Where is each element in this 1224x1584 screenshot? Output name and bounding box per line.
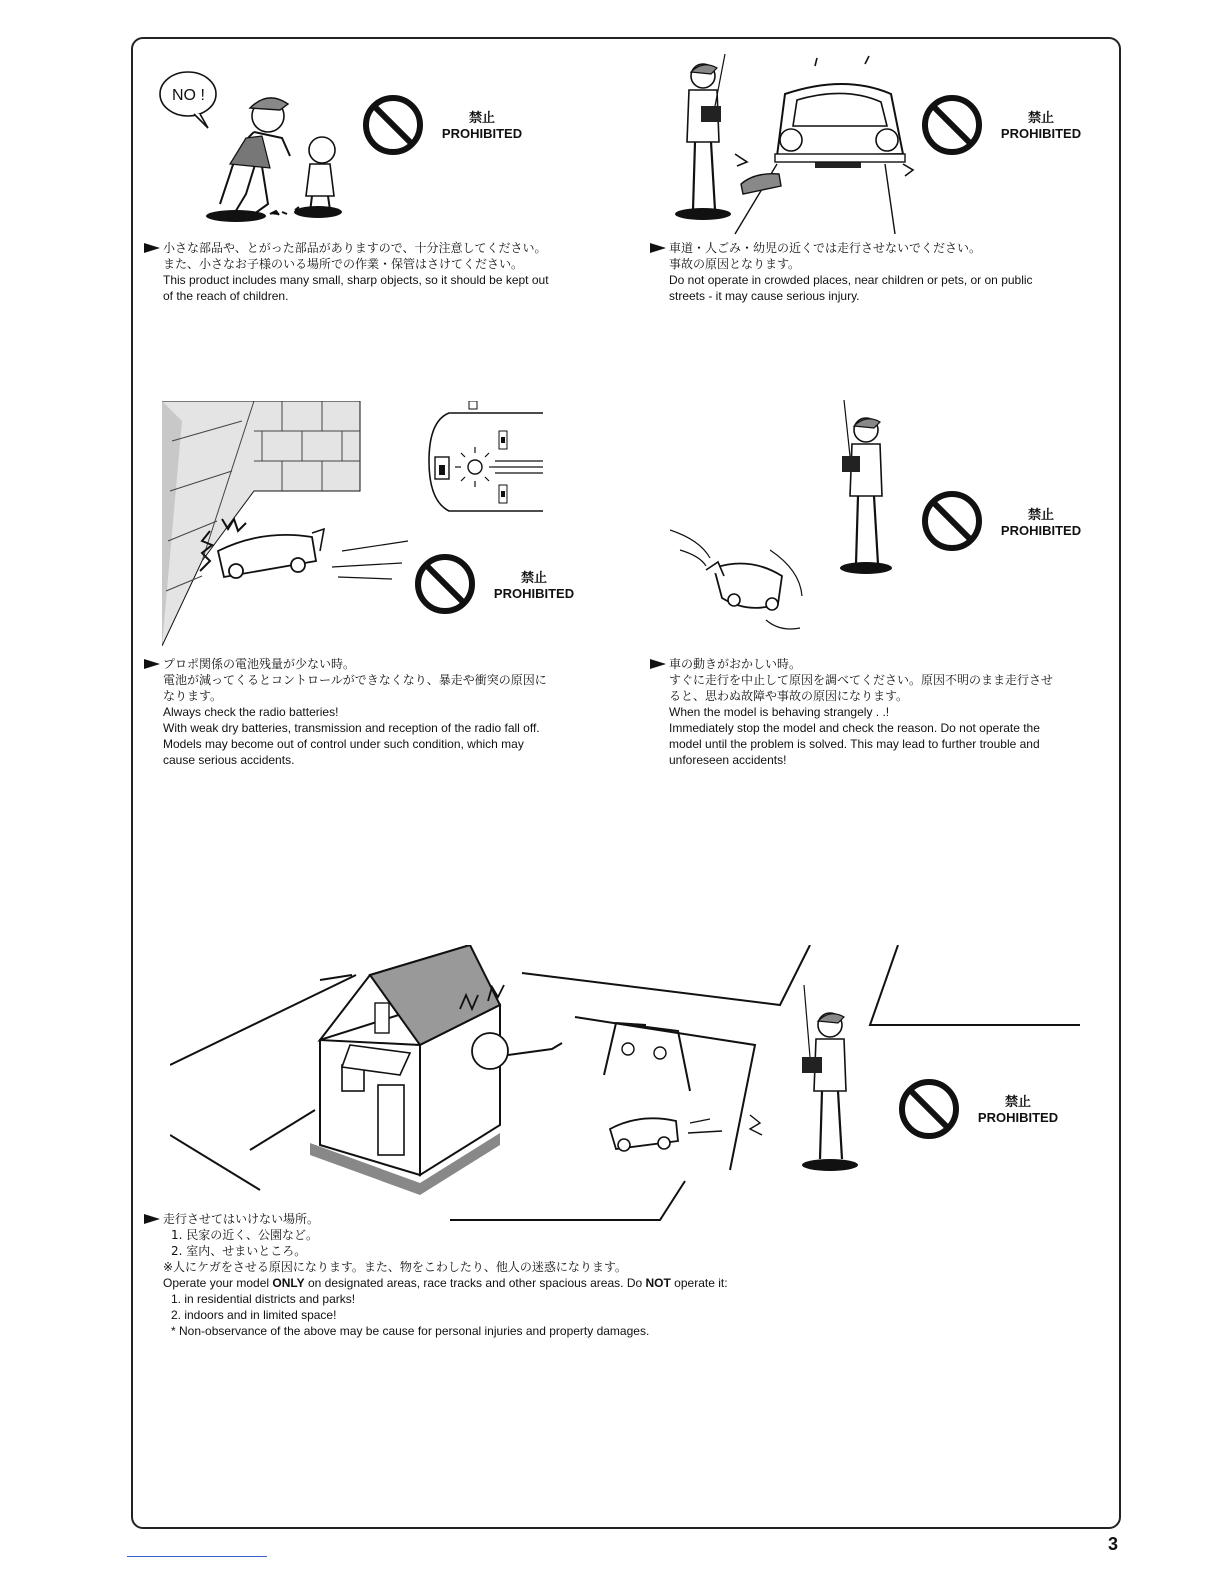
- warning-jp-line: 電池が減ってくるとコントロールができなくなり、暴走や衝突の原因に: [163, 673, 547, 687]
- warning-en-line: cause serious accidents.: [163, 753, 295, 767]
- places-jp-item: 2. 室内、せまいところ。: [171, 1244, 307, 1258]
- warning-en-line: Immediately stop the model and check the reason. Do not operate the: [669, 721, 1040, 735]
- prohibited-en: PROHIBITED: [1000, 523, 1082, 538]
- warning-en-line: model until the problem is solved. This may lead to further trouble and: [669, 737, 1040, 751]
- prohibited-icon: [897, 1077, 961, 1141]
- prohibited-label: [981, 110, 1101, 142]
- places-en-not: NOT: [645, 1276, 671, 1290]
- warning-en-line: Models may become out of control under such condition, which may: [163, 737, 524, 751]
- prohibited-label: [474, 570, 594, 602]
- places-en-intro-part: on designated areas, race tracks and other spacious areas. Do: [304, 1276, 646, 1290]
- prohibited-icon: [920, 93, 984, 157]
- page-number: 3: [1108, 1534, 1119, 1554]
- prohibited-icon: [413, 552, 477, 616]
- warning-en-line: Do not operate in crowded places, near children or pets, or on public: [669, 273, 1033, 287]
- warning-jp-line: 車道・人ごみ・幼児の近くでは走行させないでください。: [669, 240, 1109, 256]
- warning-behaving-strangely: [669, 656, 1109, 768]
- prohibited-en: PROHIBITED: [977, 1110, 1059, 1125]
- street-traffic-illustration: [665, 54, 915, 236]
- places-en-note: * Non-observance of the above may be cause for personal injuries and property damages.: [171, 1324, 650, 1338]
- prohibited-en: PROHIBITED: [1000, 126, 1082, 141]
- prohibited-jp: 禁止: [520, 570, 547, 585]
- warning-small-parts: [163, 240, 613, 304]
- prohibited-icon: [361, 93, 425, 157]
- warning-en-line: With weak dry batteries, transmission and reception of the radio fall off.: [163, 721, 540, 735]
- places-en-intro-part: operate it:: [670, 1276, 728, 1290]
- prohibited-jp: 禁止: [1027, 507, 1054, 522]
- warning-jp-line: 車の動きがおかしい時。: [669, 656, 1109, 672]
- warning-jp-line: また、小さなお子様のいる場所での作業・保管はさけてください。: [163, 257, 524, 271]
- wall-crash-illustration: [162, 401, 412, 646]
- prohibited-jp: 禁止: [468, 110, 495, 125]
- places-jp-item: 1. 民家の近く、公園など。: [171, 1228, 319, 1242]
- warning-jp-line: 小さな部品や、とがった部品がありますので、十分注意してください。: [163, 240, 613, 256]
- warning-prohibited-places: [163, 1211, 863, 1339]
- places-en-item: 1. in residential districts and parks!: [171, 1292, 356, 1306]
- warning-en-line: unforeseen accidents!: [669, 753, 787, 767]
- warning-en-line: of the reach of children.: [163, 289, 289, 303]
- warning-jp-line: 事故の原因となります。: [669, 257, 801, 271]
- warning-en-line: Always check the radio batteries!: [163, 705, 339, 719]
- warning-jp-line: プロポ関係の電池残量が少ない時。: [163, 656, 623, 672]
- places-en-intro-part: Operate your model: [163, 1276, 273, 1290]
- places-jp-title: 走行させてはいけない場所。: [163, 1211, 863, 1227]
- warning-jp-line: すぐに走行を中止して原因を調べてください。原因不明のまま走行させ: [669, 673, 1054, 687]
- prohibited-jp: 禁止: [1004, 1094, 1031, 1109]
- warning-jp-line: ると、思わぬ故障や事故の原因になります。: [669, 689, 909, 703]
- prohibited-en: PROHIBITED: [441, 126, 523, 141]
- warning-crowded-places: [669, 240, 1109, 304]
- prohibited-en: PROHIBITED: [493, 586, 575, 601]
- places-en-only: ONLY: [272, 1276, 305, 1290]
- no-speech-bubble: NO !: [172, 87, 205, 104]
- warning-en-line: This product includes many small, sharp objects, so it should be kept out: [163, 273, 549, 287]
- places-en-intro: [163, 1275, 863, 1291]
- warning-en-line: streets - it may cause serious injury.: [669, 289, 860, 303]
- prohibited-label: [981, 507, 1101, 539]
- prohibited-label: [958, 1094, 1078, 1126]
- child-small-parts-illustration: [150, 64, 350, 229]
- prohibited-jp: 禁止: [1027, 110, 1054, 125]
- prohibited-label: [422, 110, 542, 142]
- warning-en-line: When the model is behaving strangely . .!: [669, 705, 890, 719]
- places-jp-note: ※人にケガをさせる原因になります。また、物をこわしたり、他人の迷惑になります。: [163, 1260, 627, 1274]
- car-behaving-strangely-illustration: [670, 400, 905, 635]
- prohibited-icon: [920, 489, 984, 553]
- bottom-rule: [127, 1556, 267, 1557]
- warning-radio-batteries: [163, 656, 623, 768]
- warning-jp-line: なります。: [163, 689, 223, 703]
- places-en-item: 2. indoors and in limited space!: [171, 1308, 337, 1322]
- transmitter-panel-illustration: [425, 401, 543, 526]
